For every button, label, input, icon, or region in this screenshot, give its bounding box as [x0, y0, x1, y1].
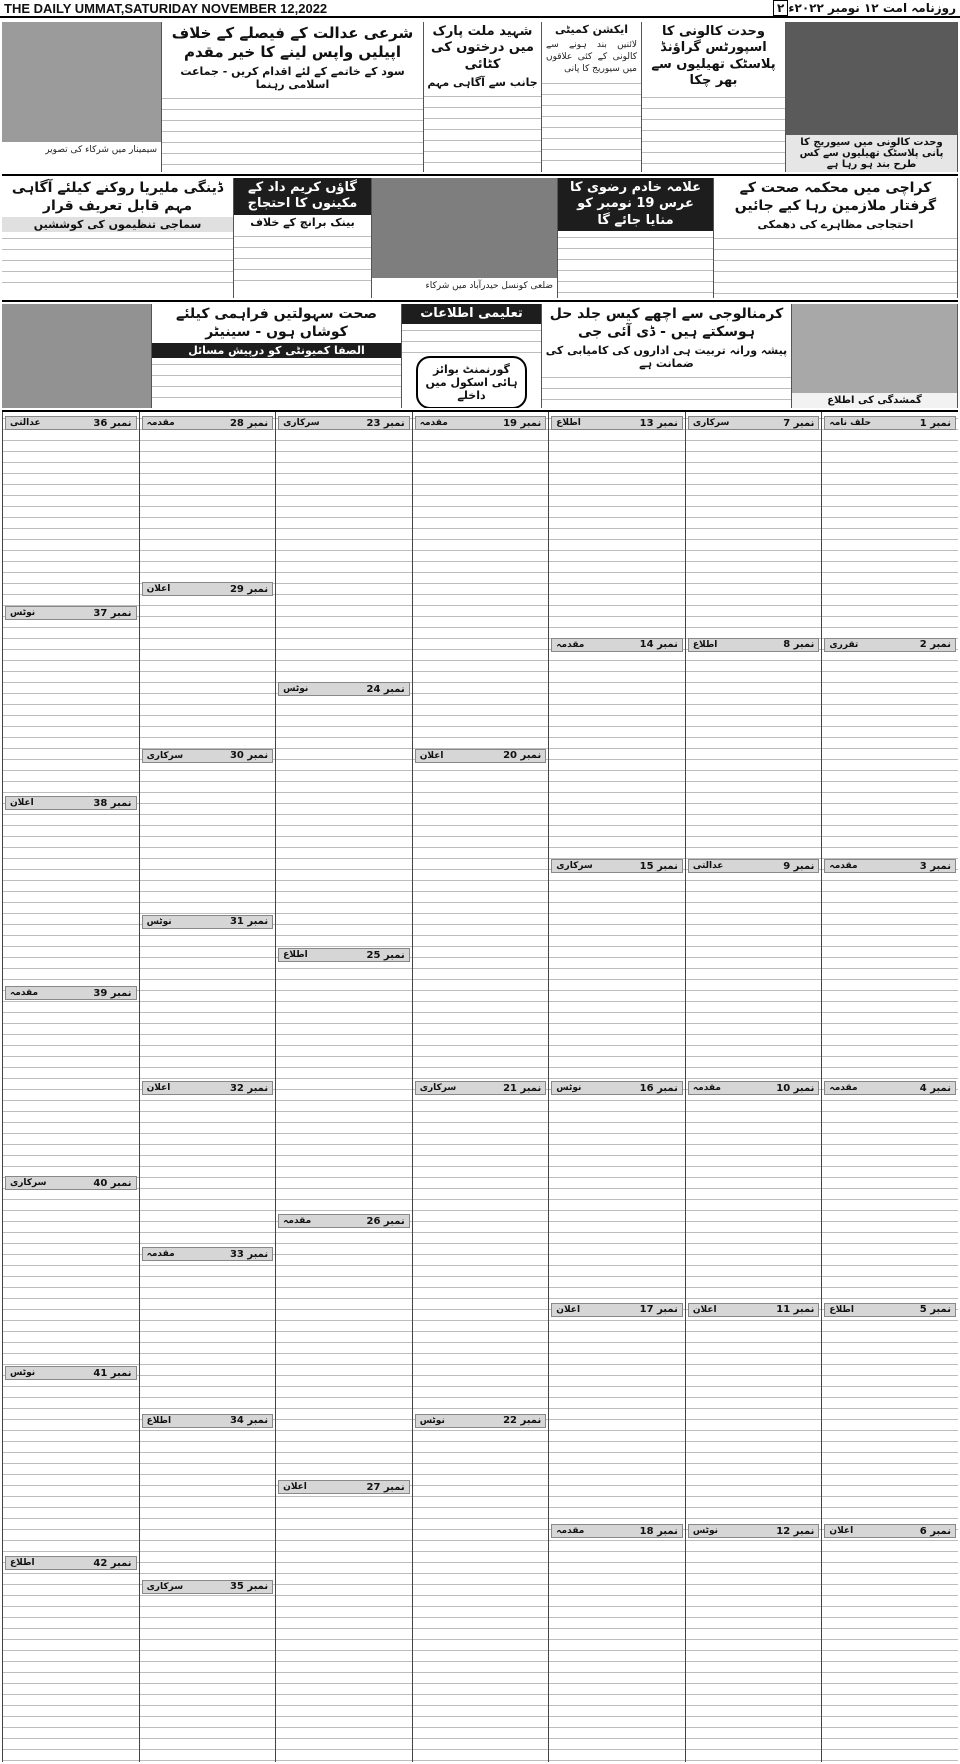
notice-label: سرکاری [419, 1083, 457, 1093]
notice-entry-header [688, 859, 820, 873]
story-dengue [2, 178, 234, 298]
notice-number: نمبر 16 [639, 1082, 678, 1094]
notice-entry-header [551, 638, 683, 652]
notice-number: نمبر 3 [919, 860, 951, 872]
story-headline: صحت سہولتیں فراہمی کیلئے کوشاں ہوں - سینیٹر [175, 306, 377, 340]
notice-number: نمبر 17 [639, 1304, 678, 1316]
notice-number: نمبر 41 [93, 1367, 132, 1379]
english-masthead: THE DAILY UMMAT,SATURIDAY NOVEMBER 12,2022 [4, 0, 328, 16]
story-family-photo [792, 304, 958, 408]
row-divider [2, 300, 958, 302]
story-headline: گاؤں کریم داد کے مکینوں کا احتجاج [234, 178, 371, 215]
story-text-lines [162, 92, 423, 173]
story-text-lines [152, 358, 401, 408]
notice-label: مقدمہ [692, 1083, 721, 1093]
notice-column [685, 412, 822, 1762]
story-headline: شرعی عدالت کے فیصلے کے خلاف اپیلیں واپس لینے کا خیر مقدم [171, 24, 414, 61]
notice-entry-header [142, 915, 274, 929]
notice-label: سرکاری [146, 750, 184, 761]
notice-label: حلف نامہ [829, 418, 872, 428]
notice-entry-header [415, 749, 547, 763]
notice-number: نمبر 42 [93, 1557, 132, 1569]
notice-column [2, 412, 139, 1762]
page-number: ۲ [773, 0, 788, 16]
story-subhead: پیشہ ورانہ تربیت ہی اداروں کی کامیابی کی ضمانت ہے [545, 344, 788, 370]
notice-column [275, 412, 412, 1762]
photo-caption: وحدت کالونی میں سیوریج کا پانی پلاسٹک تھیلیوں سے کس طرح بند ہو رہا ہے [786, 135, 957, 172]
notice-entry-header [142, 1414, 274, 1428]
story-education [402, 304, 542, 408]
story-subhead: سود کے خاتمے کے لئے اقدام کریں - جماعت اسلامی رہنما [180, 64, 405, 91]
notice-number: نمبر 27 [366, 1481, 405, 1493]
notice-entry-header [415, 1081, 547, 1095]
story-photo-sewage [786, 22, 958, 172]
notice-label: اطلاع [556, 418, 581, 428]
seminar-photo [2, 22, 161, 142]
story-subhead: سماجی تنظیموں کی کوششیں [2, 217, 233, 232]
notice-entry-header [551, 1524, 683, 1538]
notice-entry-header [824, 1081, 956, 1095]
notice-number: نمبر 7 [783, 417, 815, 429]
story-seminar-photo [2, 22, 162, 172]
notice-label: اعلان [556, 1304, 581, 1315]
notice-label: مقدمہ [146, 418, 175, 428]
story-subhead: ایکشن کمیٹی [554, 23, 629, 36]
notice-entry-header [824, 416, 956, 430]
council-photo [372, 178, 557, 278]
notice-label: نوٹس [283, 684, 309, 694]
notice-number: نمبر 19 [503, 417, 542, 429]
notice-label: نوٹس [10, 1368, 36, 1378]
notice-number: نمبر 6 [919, 1525, 951, 1537]
notice-number: نمبر 5 [919, 1304, 951, 1316]
story-health-senator [152, 304, 402, 408]
notice-number: نمبر 15 [639, 860, 678, 872]
notice-entry-header [5, 606, 137, 620]
story-headline: وحدت کالونی کا اسپورٹس گراؤنڈ پلاسٹک تھیلیوں سے بھر چکا [651, 24, 776, 88]
notice-label: سرکاری [283, 418, 320, 428]
notice-entry-header [142, 582, 274, 596]
notice-number: نمبر 29 [229, 583, 269, 595]
sewage-photo [786, 22, 957, 172]
notice-entry-header [824, 859, 956, 873]
notice-number: نمبر 36 [93, 417, 132, 429]
notice-label: مقدمہ [146, 1249, 175, 1260]
notice-number: نمبر 30 [229, 750, 269, 761]
page-frame [2, 22, 958, 1762]
notice-entry-header [824, 1524, 956, 1538]
story-village-protest [234, 178, 372, 298]
story-health-workers [714, 178, 958, 298]
notice-label: نوٹس [146, 916, 172, 927]
notice-label: اطلاع [283, 950, 308, 960]
story-criminology [542, 304, 792, 408]
notice-label: اعلان [283, 1482, 307, 1492]
notice-label: سرکاری [692, 418, 730, 428]
notice-entry-header [824, 1303, 956, 1317]
story-body: لائنیں بند ہونے سے کالونی کے کئی علاقوں میں سیوریج کا پانی [546, 40, 637, 75]
notice-entry-header [688, 638, 820, 652]
notice-entry-header [688, 1524, 820, 1538]
notice-number: نمبر 2 [919, 639, 951, 651]
notice-number: نمبر 13 [639, 417, 678, 429]
notice-label: نوٹس [556, 1083, 582, 1093]
notice-label: مقدمہ [829, 1083, 858, 1093]
notice-entry-header [142, 749, 274, 763]
notice-label: اطلاع [692, 639, 718, 650]
notice-entry-header [142, 1247, 274, 1261]
notice-label: اعلان [692, 1304, 717, 1315]
notice-label: سرکاری [10, 1178, 47, 1188]
story-meeting-photo [2, 304, 152, 408]
notice-entry-header [278, 948, 410, 962]
notice-number: نمبر 24 [366, 683, 405, 695]
notice-entry-header [5, 986, 137, 1000]
story-text-lines [558, 231, 713, 298]
notice-number: نمبر 12 [776, 1525, 815, 1537]
notice-entry-header [415, 416, 547, 430]
story-headline: شہید ملت پارک میں درختوں کی کٹائی [431, 24, 534, 72]
notice-number: نمبر 38 [93, 797, 132, 809]
story-headline: کراچی میں محکمہ صحت کے گرفتار ملازمین رہا کیے جائیں [734, 180, 937, 214]
section-title: تعلیمی اطلاعات [402, 304, 541, 324]
notice-label: تقرری [829, 639, 859, 650]
notice-entry-header [142, 1580, 274, 1594]
notice-box [416, 356, 527, 408]
urdu-masthead [769, 0, 956, 16]
notice-number: نمبر 22 [503, 1415, 542, 1426]
story-sharia-court [162, 22, 424, 172]
photo-caption: سیمینار میں شرکاء کی تصویر [45, 145, 157, 155]
notice-entry-header [278, 1480, 410, 1494]
notice-number: نمبر 37 [93, 607, 132, 619]
notice-label: مقدمہ [10, 988, 39, 998]
notice-number: نمبر 8 [783, 639, 815, 651]
story-text-lines [424, 90, 541, 172]
notice-label: اعلان [419, 750, 444, 761]
notice-column [821, 412, 958, 1762]
notice-entry-header [688, 1303, 820, 1317]
masthead [0, 0, 960, 18]
notice-number: نمبر 34 [229, 1415, 269, 1426]
notice-entry-header [688, 1081, 820, 1095]
notice-entry-header [5, 1366, 137, 1380]
story-text-lines [402, 324, 541, 354]
notice-number: نمبر 18 [639, 1525, 678, 1537]
notice-number: نمبر 39 [93, 987, 132, 999]
notice-label: سرکاری [556, 861, 593, 872]
notice-label: اطلاع [10, 1558, 35, 1568]
notice-number: نمبر 4 [919, 1082, 951, 1094]
notice-label: مقدمہ [829, 861, 858, 872]
notice-column [412, 412, 549, 1762]
notice-entry-header [142, 1081, 274, 1095]
notice-label: اطلاع [829, 1304, 854, 1315]
column-text-lines [276, 412, 412, 1762]
story-sewage-lines [542, 22, 642, 172]
story-council-photo [372, 178, 558, 298]
notice-number: نمبر 10 [776, 1082, 815, 1094]
notice-number: نمبر 14 [639, 639, 678, 651]
notice-label: عدالتی [692, 861, 724, 872]
meeting-photo [2, 304, 151, 408]
notice-label: عدالتی [10, 418, 41, 428]
story-text-lines [234, 230, 371, 290]
notice-number: نمبر 32 [229, 1082, 269, 1094]
notice-label: مقدمہ [556, 1526, 585, 1537]
notice-number: نمبر 31 [229, 916, 269, 928]
notice-entry-header [278, 416, 410, 430]
notice-label: نوٹس [10, 608, 36, 618]
notice-entry-header [278, 682, 410, 696]
notice-label: اعلان [829, 1526, 854, 1537]
notice-number: نمبر 28 [229, 417, 269, 429]
notice-entry-header [5, 416, 137, 430]
notice-entry-header [551, 1081, 683, 1095]
notice-label: مقدمہ [419, 418, 448, 428]
photo-caption: ضلعی کونسل حیدرآباد میں شرکاء [425, 281, 553, 291]
row-divider [2, 174, 958, 176]
story-headline: کرمنالوجی سے اچھے کیس جلد حل ہوسکتے ہیں - ڈی آئی جی [549, 306, 784, 340]
family-photo [792, 304, 957, 408]
photo-caption: گمشدگی کی اطلاع [792, 393, 957, 408]
story-subhead: الصفا کمیونٹی کو درپیش مسائل [152, 343, 401, 358]
notice-entry-header [824, 638, 956, 652]
notice-entry-header [415, 1414, 547, 1428]
notice-label: اعلان [146, 584, 171, 595]
story-text-lines [542, 371, 791, 408]
notice-column [139, 412, 276, 1762]
notice-entry-header [278, 1214, 410, 1228]
story-subhead: احتجاجی مظاہرے کی دھمکی [757, 218, 914, 231]
story-subhead: بینک برانچ کے خلاف [250, 215, 355, 229]
notice-number: نمبر 20 [503, 750, 542, 761]
notice-number: نمبر 33 [229, 1248, 269, 1260]
notice-label: اطلاع [146, 1415, 172, 1426]
notice-entry-header [5, 1176, 137, 1190]
notice-number: نمبر 21 [503, 1082, 542, 1094]
story-text-lines [714, 232, 957, 298]
notice-label: سرکاری [146, 1581, 184, 1592]
notice-number: نمبر 26 [366, 1215, 405, 1227]
notice-number: نمبر 40 [93, 1177, 132, 1189]
notice-entry-header [5, 1556, 137, 1570]
story-subhead: جانب سے آگاہی مہم [427, 75, 538, 89]
notice-number: نمبر 25 [366, 949, 405, 961]
notice-entry-header [688, 416, 820, 430]
notice-entry-header [551, 416, 683, 430]
notice-column [548, 412, 685, 1762]
story-headline: علامہ خادم رضوی کا عرس 19 نومبر کو منایا جائے گا [558, 178, 713, 231]
notice-number: نمبر 11 [776, 1304, 815, 1316]
story-text-lines [2, 232, 233, 292]
notice-label: نوٹس [692, 1526, 718, 1537]
notice-entry-header [142, 416, 274, 430]
notice-label: اعلان [10, 798, 34, 808]
notice-entry-header [5, 796, 137, 810]
story-headline: ڈینگی ملیریا روکنے کیلئے آگاہی مہم قابل تعریف قرار [11, 180, 224, 214]
story-park [424, 22, 542, 172]
notice-label: مقدمہ [556, 639, 585, 650]
notice-text: گورنمنٹ بوائز ہائی اسکول میں داخلے [425, 363, 518, 403]
notice-label: نوٹس [419, 1415, 445, 1426]
notice-number: نمبر 1 [919, 417, 951, 429]
story-sports-ground [642, 22, 786, 172]
notice-label: مقدمہ [283, 1216, 312, 1226]
notice-label: اعلان [146, 1083, 171, 1093]
story-text-lines [542, 77, 641, 167]
notice-entry-header [551, 859, 683, 873]
urdu-date-line: روزنامہ امت ۱۲ نومبر ۲۰۲۲ء [788, 1, 956, 15]
story-body [642, 91, 785, 172]
notice-number: نمبر 23 [366, 417, 405, 429]
notice-entry-header [551, 1303, 683, 1317]
story-urs [558, 178, 714, 298]
notice-number: نمبر 35 [229, 1581, 269, 1593]
notice-number: نمبر 9 [783, 860, 815, 872]
